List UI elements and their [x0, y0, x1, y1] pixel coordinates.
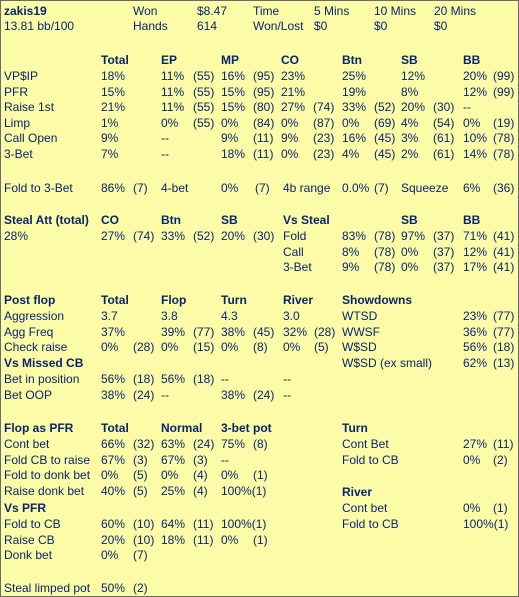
preflop-cell: (87) [313, 115, 335, 130]
pfr-cell: 40% [101, 483, 126, 498]
missed-cb-cell: 38% [101, 387, 126, 402]
period-label: 5 Mins [314, 4, 350, 18]
river-value: 0% [463, 501, 481, 515]
pfr-cell: 0% [221, 468, 239, 483]
preflop-column-header: Btn [342, 53, 362, 67]
preflop-cell: 2% [401, 147, 419, 161]
preflop-cell: 10% [463, 131, 488, 146]
missed-cb-cell: (24) [253, 387, 275, 402]
steal-att-value: 28% [4, 229, 29, 243]
preflop-cell: 12% [401, 69, 426, 83]
preflop-cell: (99) [493, 84, 515, 99]
pfr-cell: -- [221, 452, 229, 467]
showdown-count: (13) [493, 355, 515, 370]
vs-pfr-cell: (11) [193, 532, 214, 547]
preflop-row-label: PFR [4, 84, 28, 99]
preflop-cell: (95) [253, 69, 275, 83]
postflop-column-header: Total [101, 293, 129, 307]
pfr-cell: 75% [221, 437, 246, 451]
squeeze-count: (36) [493, 181, 515, 195]
postflop-cell: 3.8 [161, 309, 178, 323]
postflop-column-header: Turn [221, 293, 247, 307]
wonlost-value: $0 [314, 19, 328, 33]
postflop-cell: 3.7 [101, 309, 118, 323]
vs-pfr-row-label: Donk bet [4, 548, 53, 563]
pfr-cell: 66% [101, 437, 126, 451]
pfr-row-label: Raise donk bet [4, 483, 85, 498]
postflop-column-header: River [283, 293, 314, 307]
preflop-cell: 8% [401, 84, 419, 99]
fourbet-range-count: (7) [374, 181, 389, 195]
pfr-cell: 0% [101, 468, 119, 483]
vs-missed-cb-label: Vs Missed CB [4, 356, 84, 370]
preflop-cell: (95) [253, 84, 275, 99]
preflop-cell: 21% [101, 100, 126, 115]
player-name: zakis19 [4, 4, 47, 18]
preflop-cell: (11) [253, 147, 274, 161]
preflop-cell: (30) [433, 100, 455, 115]
showdown-count: (77) [493, 309, 515, 323]
vs-steal-row-label: Fold [283, 229, 307, 243]
preflop-cell: -- [161, 131, 169, 146]
pfr-cell: (3) [193, 452, 208, 467]
river-count: (1) [493, 501, 508, 515]
steal-limped-value: 50% [101, 581, 126, 595]
preflop-cell: 25% [342, 69, 367, 83]
showdown-count: (18) [493, 340, 515, 355]
preflop-column-header: BB [463, 53, 481, 67]
preflop-cell: (55) [193, 69, 215, 83]
river-title: River [342, 485, 373, 499]
preflop-cell: 18% [101, 69, 126, 83]
pfr-cell: (4) [193, 468, 208, 483]
preflop-cell: (78) [493, 147, 515, 161]
postflop-cell: (8) [253, 340, 268, 355]
preflop-cell: 18% [221, 147, 246, 161]
preflop-cell: (52) [374, 100, 396, 115]
postflop-cell: (28) [133, 340, 155, 355]
preflop-cell: 20% [463, 69, 488, 83]
missed-cb-cell: -- [221, 372, 229, 386]
missed-cb-cell: 56% [161, 372, 186, 386]
vs-pfr-cell: (10) [133, 532, 155, 547]
missed-cb-cell: (24) [133, 387, 155, 402]
vs-steal-cell: (78) [374, 260, 396, 275]
vs-steal-cell: 97% [401, 229, 426, 243]
postflop-title: Post flop [4, 293, 56, 307]
preflop-row-label: VP$IP [4, 69, 39, 83]
preflop-cell: (45) [374, 147, 396, 161]
preflop-cell: (61) [433, 147, 455, 161]
preflop-column-header: SB [401, 53, 418, 67]
postflop-cell: (15) [193, 340, 215, 355]
pfr-cell: (5) [133, 483, 148, 498]
vs-steal-cell: (37) [433, 260, 455, 275]
vs-pfr-cell: (10) [133, 517, 155, 531]
postflop-cell: 3.0 [283, 309, 300, 323]
pfr-cell: 25% [161, 483, 186, 498]
vs-pfr-cell: 0% [221, 532, 239, 547]
missed-cb-row-label: Bet OOP [4, 387, 53, 402]
pfr-column-header: Normal [161, 421, 203, 435]
turn-value: 27% [463, 437, 488, 451]
preflop-cell: (55) [193, 115, 215, 130]
preflop-cell: 15% [221, 84, 246, 99]
period-value: $0 [434, 19, 448, 33]
preflop-cell: (80) [253, 100, 275, 115]
preflop-cell: (11) [253, 131, 274, 146]
pfr-title: Flop as PFR [4, 421, 74, 435]
pfr-row-label: Fold to donk bet [4, 468, 91, 483]
hands-label: Hands [133, 19, 168, 33]
fold-to-3bet-label: Fold to 3-Bet [4, 181, 73, 195]
pfr-column-header: 3-bet pot [221, 421, 272, 435]
postflop-cell: (28) [314, 324, 336, 339]
showdown-row-label: W$SD [342, 340, 377, 355]
steal-cell: 33% [161, 229, 186, 243]
turn-value: 0% [463, 452, 481, 467]
preflop-cell: 0% [342, 115, 360, 130]
squeeze-label: Squeeze [401, 181, 449, 195]
missed-cb-cell: -- [283, 387, 291, 402]
preflop-row-label: Raise 1st [4, 100, 55, 115]
showdown-row-label: WWSF [342, 324, 380, 339]
postflop-cell: 39% [161, 324, 186, 339]
vs-pfr-cell: (7) [133, 548, 148, 563]
won-label: Won [133, 4, 158, 18]
pfr-cell: (5) [133, 468, 148, 483]
pfr-row-label: Fold CB to raise [4, 452, 91, 467]
preflop-cell: 14% [463, 147, 488, 161]
vs-pfr-cell: 60% [101, 517, 126, 531]
preflop-cell: 33% [342, 100, 367, 115]
vs-steal-cell: (78) [374, 229, 396, 243]
preflop-cell: 4% [401, 115, 419, 130]
steal-column-header: CO [101, 213, 119, 227]
showdown-row-label: W$SD (ex small) [342, 355, 433, 370]
vs-steal-cell: 17% [463, 260, 488, 275]
vs-pfr-cell: (11) [193, 517, 214, 531]
period-value: $0 [374, 19, 388, 33]
vs-steal-header: SB [401, 213, 418, 227]
preflop-cell: 11% [161, 100, 185, 115]
preflop-cell: (23) [313, 131, 335, 146]
vs-steal-cell: (78) [374, 244, 396, 259]
vs-steal-cell: 71% [463, 229, 488, 243]
fourbet-range-value: 0.0% [342, 181, 370, 195]
vs-steal-row-label: 3-Bet [283, 260, 312, 275]
vs-steal-cell: (37) [433, 229, 455, 243]
preflop-column-header: Total [101, 53, 129, 67]
steal-cell: 20% [221, 229, 246, 243]
preflop-cell: 21% [281, 84, 306, 99]
vs-pfr-cell: 64% [161, 517, 186, 531]
vs-pfr-cell: (1) [253, 532, 268, 547]
preflop-cell: (55) [193, 84, 215, 99]
pfr-cell: (1) [253, 468, 268, 483]
missed-cb-row-label: Bet in position [4, 372, 80, 386]
river-value: 100%(1) [463, 516, 509, 531]
bb-per-100: 13.81 bb/100 [4, 19, 75, 33]
hands-value: 614 [197, 19, 218, 33]
showdown-row-label: WTSD [342, 309, 378, 323]
preflop-cell: 0% [463, 115, 481, 130]
postflop-row-label: Aggression [4, 309, 65, 323]
river-row-label: Cont bet [342, 501, 388, 515]
pfr-cell: (3) [133, 452, 148, 467]
preflop-cell: (19) [493, 115, 515, 130]
vs-steal-cell: 0% [401, 244, 419, 259]
preflop-cell: (55) [193, 100, 215, 115]
preflop-cell: -- [463, 100, 471, 115]
missed-cb-cell: -- [161, 387, 169, 402]
won-value: $8.47 [197, 4, 228, 18]
preflop-cell: 4% [342, 147, 360, 161]
fold-to-3bet-count: (7) [133, 181, 148, 195]
preflop-cell: 12% [463, 84, 488, 99]
vs-pfr-label: Vs PFR [4, 501, 47, 515]
fourbet-label: 4-bet [161, 181, 189, 195]
vs-steal-cell: 12% [463, 244, 488, 259]
preflop-row-label: Call Open [4, 131, 58, 146]
preflop-cell: 20% [401, 100, 426, 115]
steal-cell: (52) [193, 229, 215, 243]
turn-count: (2) [493, 452, 508, 467]
steal-cell: (74) [133, 229, 155, 243]
postflop-cell: 0% [221, 340, 239, 355]
preflop-cell: 15% [101, 84, 126, 99]
turn-row-label: Fold to CB [342, 452, 399, 467]
postflop-cell: 4.3 [221, 309, 238, 323]
turn-count: (11) [493, 437, 514, 451]
pfr-column-header: Total [101, 421, 129, 435]
steal-limped-label: Steal limped pot [4, 581, 91, 595]
pfr-cell: (24) [193, 437, 215, 451]
preflop-column-header: CO [281, 53, 299, 67]
pfr-cell: 63% [161, 437, 186, 451]
steal-att-label: Steal Att (total) [4, 213, 89, 227]
turn-row-label: Cont Bet [342, 437, 389, 451]
preflop-column-header: EP [161, 53, 178, 67]
vs-steal-label: Vs Steal [283, 213, 330, 227]
preflop-cell: 9% [281, 131, 299, 146]
preflop-cell: 9% [101, 131, 119, 146]
postflop-cell: (45) [253, 324, 275, 339]
vs-pfr-cell: 20% [101, 532, 126, 547]
vs-steal-header: BB [463, 213, 481, 227]
pfr-cell: 100%(1) [221, 483, 267, 498]
preflop-cell: 1% [101, 115, 119, 130]
vs-steal-cell: 9% [342, 260, 360, 275]
preflop-cell: 11% [161, 84, 185, 99]
pfr-cell: 0% [161, 468, 179, 483]
showdown-value: 56% [463, 340, 488, 355]
fold-to-3bet-value: 86% [101, 181, 126, 195]
preflop-cell: 19% [342, 84, 367, 99]
showdown-count: (77) [493, 324, 515, 339]
river-row-label: Fold to CB [342, 516, 399, 531]
pfr-row-label: Cont bet [4, 437, 50, 451]
vs-pfr-row-label: Raise CB [4, 532, 55, 547]
postflop-row-label: Agg Freq [4, 324, 54, 339]
time-label: Time [253, 4, 280, 18]
preflop-row-label: Limp [4, 115, 31, 130]
preflop-cell: 7% [101, 147, 119, 161]
preflop-cell: 0% [221, 115, 239, 130]
showdown-value: 62% [463, 355, 488, 370]
missed-cb-cell: -- [283, 372, 291, 386]
preflop-cell: 0% [281, 147, 299, 161]
pfr-cell: (4) [193, 483, 208, 498]
showdowns-label: Showdowns [342, 293, 412, 307]
preflop-cell: 11% [161, 69, 185, 83]
postflop-cell: 0% [101, 340, 119, 355]
pfr-cell: 67% [101, 452, 126, 467]
steal-column-header: SB [221, 213, 238, 227]
preflop-cell: (78) [493, 131, 515, 146]
preflop-cell: 27% [281, 100, 306, 115]
vs-pfr-cell: 0% [101, 548, 119, 563]
showdown-value: 36% [463, 324, 488, 339]
preflop-cell: (61) [433, 131, 455, 146]
postflop-cell: 0% [283, 340, 301, 355]
pfr-cell: (8) [253, 437, 268, 451]
vs-pfr-row-label: Fold to CB [4, 517, 61, 531]
preflop-cell: (74) [313, 100, 335, 115]
vs-steal-cell: 83% [342, 229, 367, 243]
steal-cell: (30) [253, 229, 275, 243]
preflop-cell: 9% [221, 131, 239, 146]
vs-steal-row-label: Call [283, 244, 304, 259]
postflop-cell: (5) [314, 340, 329, 355]
fourbet-value: 0% [221, 181, 239, 195]
postflop-row-label: Check raise [4, 340, 68, 355]
preflop-cell: 16% [221, 69, 246, 83]
preflop-cell: 16% [342, 131, 367, 146]
postflop-column-header: Flop [161, 293, 187, 307]
preflop-cell: (54) [433, 115, 455, 130]
missed-cb-cell: (18) [133, 372, 155, 386]
preflop-cell: -- [161, 147, 169, 161]
fourbet-range-label: 4b range [283, 181, 331, 195]
postflop-cell: 37% [101, 324, 126, 339]
postflop-cell: 0% [161, 340, 179, 355]
postflop-cell: 32% [283, 324, 308, 339]
vs-steal-cell: (37) [433, 244, 455, 259]
preflop-column-header: MP [221, 53, 239, 67]
showdown-value: 23% [463, 309, 488, 323]
wonlost-label: Won/Lost [253, 19, 304, 33]
vs-steal-cell: (41) [493, 244, 515, 259]
postflop-cell: 38% [221, 324, 246, 339]
vs-steal-cell: 8% [342, 244, 360, 259]
vs-steal-cell: (41) [493, 229, 515, 243]
turn-title: Turn [342, 421, 368, 435]
pfr-cell: 67% [161, 452, 186, 467]
vs-pfr-cell: 18% [161, 532, 186, 547]
missed-cb-cell: 38% [221, 387, 246, 402]
squeeze-value: 6% [463, 181, 481, 195]
steal-limped-count: (2) [133, 581, 148, 595]
postflop-cell: (77) [193, 324, 215, 339]
vs-steal-cell: 0% [401, 260, 419, 275]
vs-pfr-cell: 100%(1) [221, 517, 267, 531]
fourbet-count: (7) [255, 181, 270, 195]
period-label: 10 Mins [374, 4, 417, 18]
preflop-cell: (84) [253, 115, 275, 130]
pfr-cell: (32) [133, 437, 155, 451]
preflop-cell: (23) [313, 147, 335, 161]
missed-cb-cell: (18) [193, 372, 215, 386]
steal-cell: 27% [101, 229, 126, 243]
preflop-cell: 3% [401, 131, 419, 146]
preflop-cell: 23% [281, 69, 306, 83]
preflop-cell: 0% [161, 115, 179, 130]
vs-steal-cell: (41) [493, 260, 515, 275]
preflop-cell: (45) [374, 131, 396, 146]
preflop-cell: 15% [221, 100, 246, 115]
preflop-cell: (69) [374, 115, 396, 130]
preflop-row-label: 3-Bet [4, 147, 33, 161]
missed-cb-cell: 56% [101, 372, 126, 386]
preflop-cell: (99) [493, 69, 515, 83]
preflop-cell: 0% [281, 115, 299, 130]
period-label: 20 Mins [434, 4, 477, 18]
steal-column-header: Btn [161, 213, 181, 227]
